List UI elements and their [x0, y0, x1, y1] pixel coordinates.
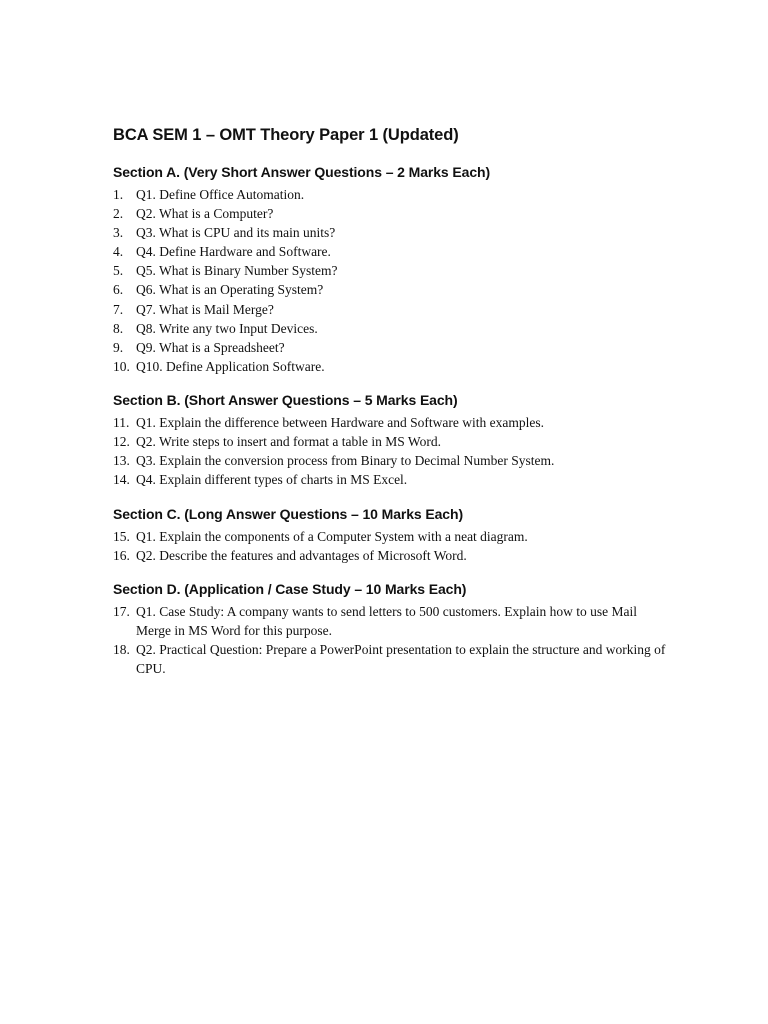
question-text: Q6. What is an Operating System? [136, 282, 324, 298]
question-number: 8. [113, 320, 124, 336]
question-number: 17. [113, 604, 130, 619]
question-item [113, 300, 673, 319]
section-b-question-list [113, 413, 673, 489]
section-a [113, 161, 673, 376]
question-item [113, 546, 673, 565]
question-text: Q2. Practical Question: Prepare a PowerPoint presentation to explain the structure and working of CPU. [136, 642, 666, 677]
question-text: Q7. What is Mail Merge? [136, 301, 274, 317]
question-item [113, 223, 673, 242]
question-text: Q8. Write any two Input Devices. [136, 320, 318, 336]
question-item [113, 527, 673, 546]
question-number: 2. [113, 206, 124, 222]
question-item [113, 261, 673, 280]
question-item [113, 413, 673, 432]
section-d [113, 578, 673, 678]
question-item [113, 451, 673, 470]
question-number: 3. [113, 225, 124, 241]
question-item [113, 242, 673, 261]
question-text: Q1. Define Office Automation. [136, 187, 305, 202]
question-number: 10. [113, 358, 130, 374]
section-c-question-list [113, 527, 673, 565]
section-c [113, 503, 673, 565]
question-number: 18. [113, 642, 130, 658]
question-number: 13. [113, 453, 130, 469]
question-number: 16. [113, 548, 130, 564]
question-number: 7. [113, 301, 124, 317]
question-text: Q4. Explain different types of charts in MS Excel. [136, 472, 408, 488]
question-item [113, 204, 673, 223]
question-number: 1. [113, 187, 124, 202]
section-d-heading: Section D. (Application / Case Study – 10 Marks Each) [113, 581, 467, 597]
question-text: Q9. What is a Spreadsheet? [136, 339, 285, 355]
question-item [113, 280, 673, 299]
paper-title: BCA SEM 1 – OMT Theory Paper 1 (Updated) [113, 126, 459, 144]
question-text: Q1. Explain the difference between Hardware and Software with examples. [136, 415, 544, 430]
question-item [113, 338, 673, 357]
question-text: Q10. Define Application Software. [136, 358, 325, 374]
question-number: 9. [113, 339, 124, 355]
question-number: 12. [113, 434, 130, 450]
question-text: Q5. What is Binary Number System? [136, 263, 338, 279]
question-item [113, 319, 673, 338]
question-text: Q2. Describe the features and advantages of Microsoft Word. [136, 548, 467, 564]
question-number: 4. [113, 244, 124, 260]
question-text: Q3. Explain the conversion process from Binary to Decimal Number System. [136, 453, 555, 469]
section-b-heading: Section B. (Short Answer Questions – 5 Marks Each) [113, 392, 458, 408]
question-text: Q4. Define Hardware and Software. [136, 244, 331, 260]
question-number: 15. [113, 529, 130, 544]
section-a-question-list [113, 185, 673, 376]
question-text: Q2. What is a Computer? [136, 206, 274, 222]
question-item [113, 602, 673, 640]
question-item [113, 432, 673, 451]
question-item [113, 357, 673, 376]
question-number: 5. [113, 263, 124, 279]
question-number: 6. [113, 282, 124, 298]
question-number: 14. [113, 472, 130, 488]
question-text: Q1. Case Study: A company wants to send letters to 500 customers. Explain how to use Mail Merge in MS Word for this purpose. [136, 604, 637, 639]
question-text: Q1. Explain the components of a Computer System with a neat diagram. [136, 529, 528, 544]
section-c-heading: Section C. (Long Answer Questions – 10 Marks Each) [113, 506, 464, 522]
section-b [113, 389, 673, 489]
section-d-question-list [113, 602, 673, 678]
question-text: Q2. Write steps to insert and format a table in MS Word. [136, 434, 441, 450]
question-number: 11. [113, 415, 130, 430]
section-a-heading: Section A. (Very Short Answer Questions – 2 Marks Each) [113, 164, 491, 180]
question-item [113, 470, 673, 489]
question-item [113, 640, 673, 678]
question-text: Q3. What is CPU and its main units? [136, 225, 336, 241]
question-item [113, 185, 673, 204]
